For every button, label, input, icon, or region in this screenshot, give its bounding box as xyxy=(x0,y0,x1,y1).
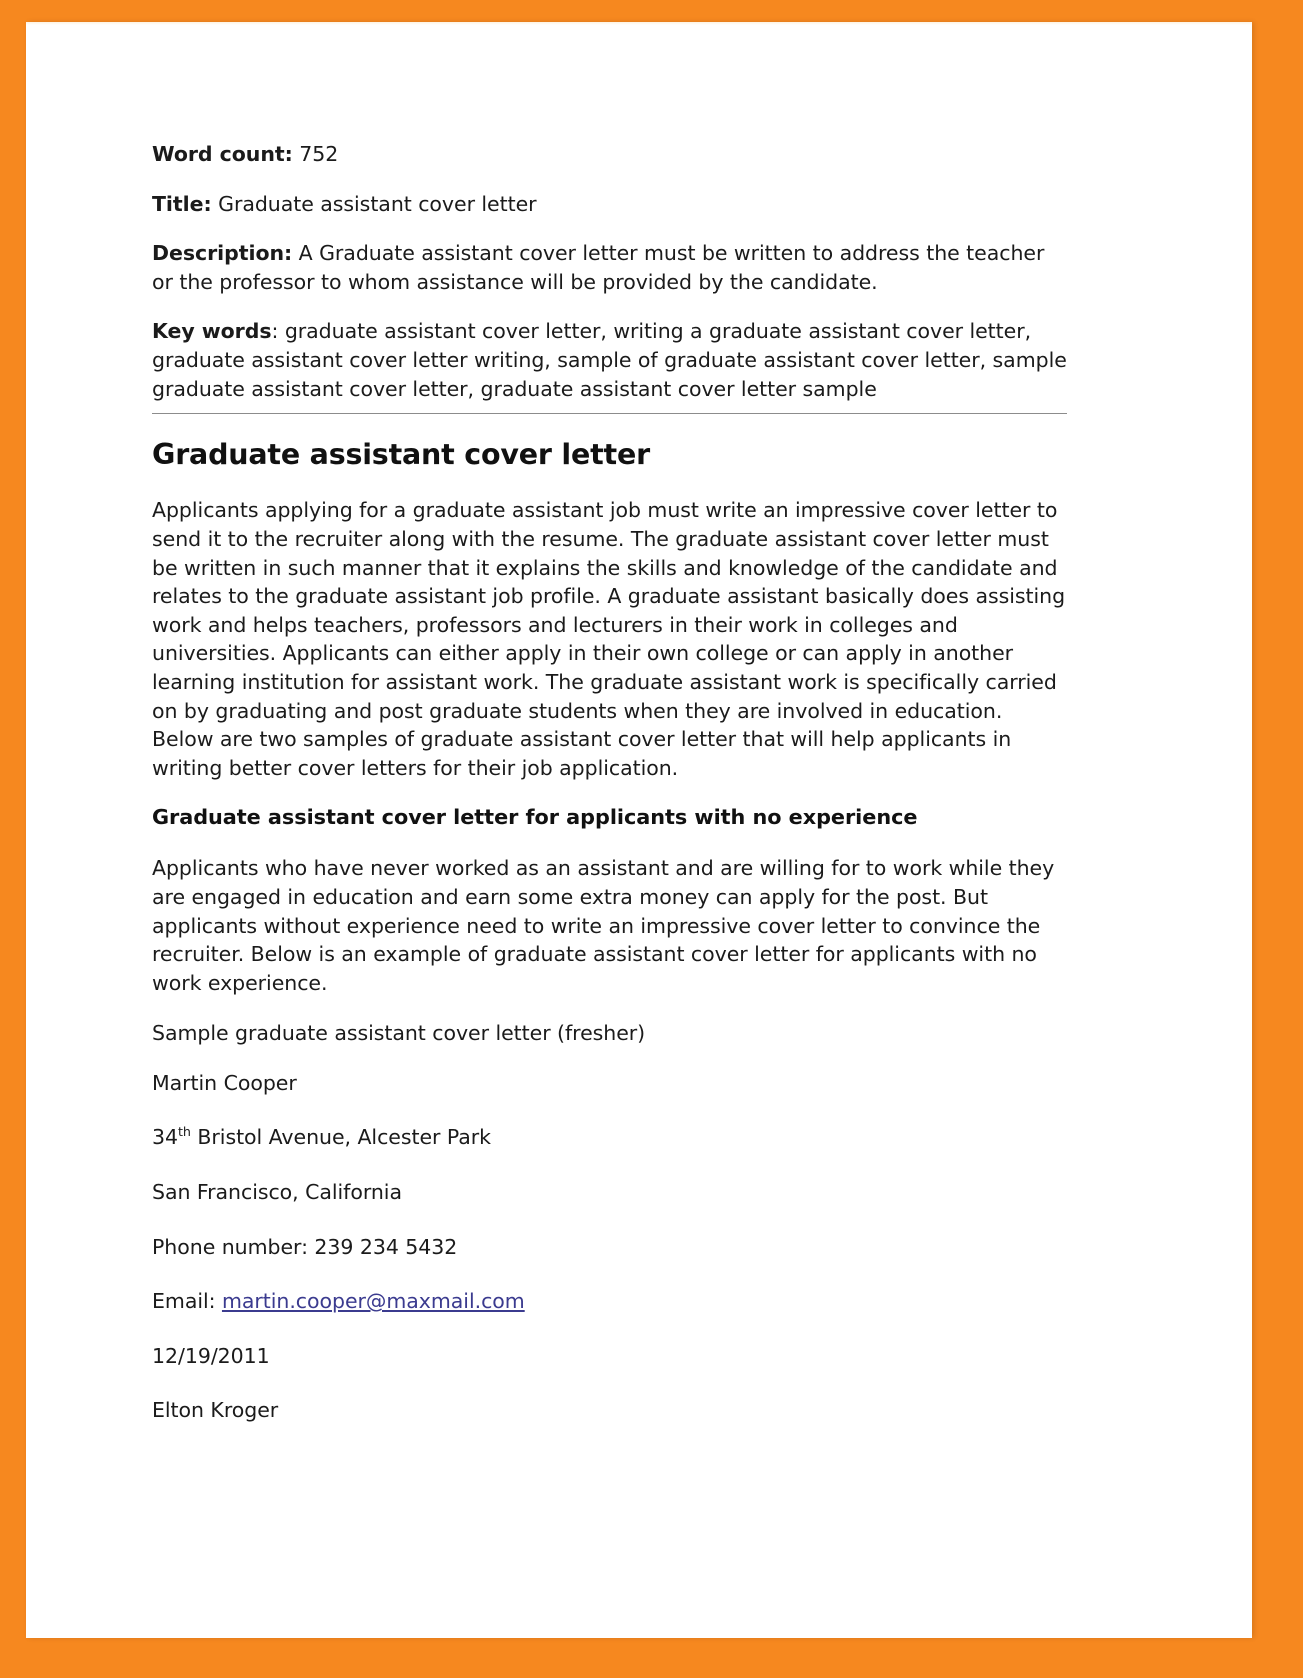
section-divider xyxy=(152,413,1067,414)
description-label: Description: xyxy=(152,241,293,266)
word-count-value: 752 xyxy=(292,142,339,166)
title-label: Title: xyxy=(152,191,212,216)
word-count-label: Word count: xyxy=(152,142,293,166)
description-value: A Graduate assistant cover letter must be written to address the teacher or the professor to whom assistance will be provided by the candidate. xyxy=(152,241,1045,294)
street-address xyxy=(152,1123,1067,1152)
letter-date: 12/19/2011 xyxy=(152,1343,270,1368)
no-experience-paragraph: Applicants who have never worked as an assistant and are willing for to work while they are engaged in education and earn some extra money can apply for the post. But applicants without experience need to write an impressive cover letter to convince the recruiter. Below is an example of graduate assistant cover letter for applicants with no work experience. xyxy=(152,856,1055,995)
sender-name: Martin Cooper xyxy=(152,1070,297,1095)
sample-caption: Sample graduate assistant cover letter (fresher) xyxy=(152,1021,646,1046)
recipient-name: Elton Kroger xyxy=(152,1398,279,1423)
title-line xyxy=(152,190,1067,219)
title-value: Graduate assistant cover letter xyxy=(211,191,537,216)
keywords-value: : graduate assistant cover letter, writing a graduate assistant cover letter, graduate assistant cover letter writing, sample of graduate assistant cover letter, sample graduate assistant cover letter, graduate assistant cover letter sample xyxy=(152,319,1067,401)
description-line xyxy=(152,239,1067,296)
address-ordinal-suffix: th xyxy=(178,1124,191,1140)
address-rest: Bristol Avenue, Alcester Park xyxy=(190,1125,491,1150)
document-page xyxy=(26,22,1252,1638)
email-label: Email: xyxy=(152,1289,222,1314)
email-line xyxy=(152,1287,1067,1316)
keywords-label: Key words xyxy=(152,319,272,344)
keywords-line xyxy=(152,317,1067,403)
phone-number: Phone number: 239 234 5432 xyxy=(152,1234,458,1259)
word-count-line xyxy=(152,140,1067,169)
email-link[interactable]: martin.cooper@maxmail.com xyxy=(221,1289,525,1314)
document-content xyxy=(152,140,1067,1451)
contact-block xyxy=(152,1069,1067,1425)
address-number: 34 xyxy=(152,1125,178,1150)
city-state: San Francisco, California xyxy=(152,1180,402,1205)
intro-paragraph: Applicants applying for a graduate assistant job must write an impressive cover letter to send it to the recruiter along with the resume. The graduate assistant cover letter must be written in such manner that it explains the skills and knowledge of the candidate and relates to the graduate assistant job profile. A graduate assistant basically does assisting work and helps teachers, professors and lecturers in their work in colleges and universities. Applicants can either apply in their own college or can apply in another learning institution for assistant work. The graduate assistant work is specifically carried on by graduating and post graduate students when they are involved in education. Below are two samples of graduate assistant cover letter that will help applicants in writing better cover letters for their job application. xyxy=(152,498,1066,780)
page-title: Graduate assistant cover letter xyxy=(152,438,650,472)
section-subheading: Graduate assistant cover letter for applicants with no experience xyxy=(152,805,918,830)
